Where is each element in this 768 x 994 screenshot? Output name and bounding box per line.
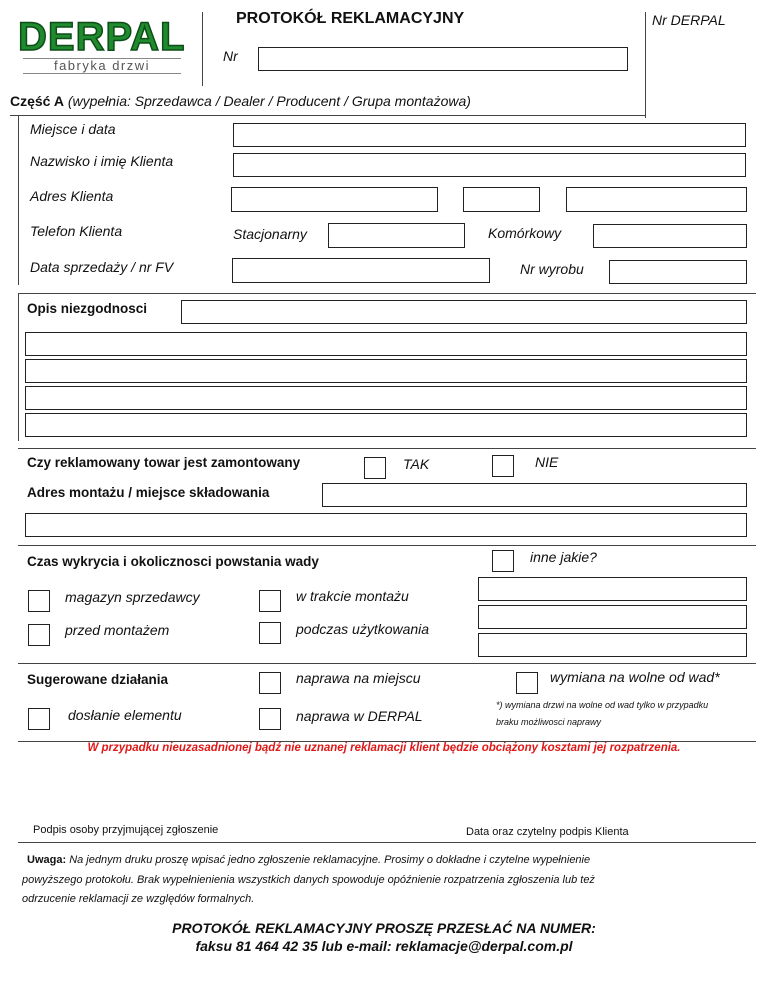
actions-divider: [18, 663, 756, 664]
sale-date-label: Data sprzedaży / nr FV: [30, 259, 174, 275]
mounted-yes-checkbox[interactable]: [364, 457, 386, 479]
description-left-rule: [18, 293, 19, 441]
replacement-footnote-2: braku możliwosci naprawy: [496, 717, 602, 727]
section-a-left-rule: [18, 115, 19, 285]
sale-date-input[interactable]: [232, 258, 490, 283]
signature-divider: [18, 842, 756, 843]
defect-other-input-3[interactable]: [478, 633, 747, 657]
description-label: Opis niezgodnosci: [27, 301, 148, 316]
mounted-question: Czy reklamowany towar jest zamontowany: [27, 455, 301, 470]
header-divider-right: [645, 12, 646, 118]
section-a-divider: [10, 115, 645, 116]
landline-input[interactable]: [328, 223, 465, 248]
actions-label: Sugerowane działania: [27, 672, 169, 687]
description-input-2[interactable]: [25, 332, 747, 356]
repair-derpal-checkbox[interactable]: [259, 708, 281, 730]
note-line-2: powyższego protokołu. Brak wypełnienienia wszystkich danych spowoduje opóźnienie rozpatrzenia zgłoszenia lub też: [22, 874, 595, 886]
section-a-note: (wypełnia: Sprzedawca / Dealer / Producent / Grupa montażowa): [67, 93, 471, 109]
repair-on-site-checkbox[interactable]: [259, 672, 281, 694]
defect-other-label: inne jakie?: [530, 549, 597, 565]
send-element-checkbox[interactable]: [28, 708, 50, 730]
replacement-label: wymiana na wolne od wad*: [550, 669, 720, 685]
nr-derpal-label: Nr DERPAL: [652, 12, 726, 28]
before-install-label: przed montażem: [65, 622, 170, 638]
description-input-4[interactable]: [25, 386, 747, 410]
defect-divider: [18, 545, 756, 546]
client-name-label: Nazwisko i imię Klienta: [30, 153, 174, 169]
note-line-1: [27, 854, 590, 866]
mobile-input[interactable]: [593, 224, 747, 248]
section-a-title: Część A: [10, 93, 64, 109]
mobile-label: Komórkowy: [488, 225, 562, 241]
place-date-label: Miejsce i data: [30, 121, 116, 137]
note-text-1: Na jednym druku proszę wpisać jedno zgłoszenie reklamacyjne. Prosimy o dokładne i czytelne wypełnienie: [69, 854, 591, 866]
nr-label: Nr: [223, 48, 238, 64]
client-address-label: Adres Klienta: [30, 188, 114, 204]
place-date-input[interactable]: [233, 123, 746, 147]
client-address-input-1[interactable]: [231, 187, 438, 212]
before-install-checkbox[interactable]: [28, 624, 50, 646]
defect-other-input-1[interactable]: [478, 577, 747, 601]
derpal-logo: DERPAL: [18, 15, 186, 59]
product-no-input[interactable]: [609, 260, 747, 284]
during-use-checkbox[interactable]: [259, 622, 281, 644]
mounted-yes-label: TAK: [403, 456, 430, 472]
repair-on-site-label: naprawa na miejscu: [296, 670, 421, 686]
client-address-input-2[interactable]: [463, 187, 540, 212]
client-phone-label: Telefon Klienta: [30, 223, 123, 239]
note-bold: Uwaga:: [27, 854, 67, 866]
description-input-3[interactable]: [25, 359, 747, 383]
during-use-label: podczas użytkowania: [296, 621, 430, 637]
send-element-label: dosłanie elementu: [68, 707, 182, 723]
logo-tagline: fabryka drzwi: [23, 58, 181, 74]
defect-label: Czas wykrycia i okolicznosci powstania wady: [27, 554, 319, 569]
client-name-input[interactable]: [233, 153, 746, 177]
client-address-input-3[interactable]: [566, 187, 747, 212]
mount-address-label: Adres montażu / miejsce składowania: [27, 485, 270, 500]
footer-line-1: PROTOKÓŁ REKLAMACYJNY PROSZĘ PRZESŁAĆ NA NUMER:: [172, 920, 596, 936]
section-a-heading: [10, 93, 471, 109]
mount-address-input-1[interactable]: [322, 483, 747, 507]
during-install-label: w trakcie montażu: [296, 588, 409, 604]
footer-contact: faksu 81 464 42 35 lub e-mail: reklamacje@derpal.com.pl: [195, 938, 573, 954]
mounted-no-checkbox[interactable]: [492, 455, 514, 477]
cost-warning: W przypadku nieuzasadnionej bądź nie uznanej reklamacji klient będzie obciążony kosztami jej rozpatrzenia.: [87, 742, 681, 754]
landline-label: Stacjonarny: [233, 226, 307, 242]
product-no-label: Nr wyrobu: [520, 261, 584, 277]
client-signature-label: Data oraz czytelny podpis Klienta: [466, 826, 629, 838]
description-divider: [18, 293, 756, 294]
defect-other-checkbox[interactable]: [492, 550, 514, 572]
mount-address-input-2[interactable]: [25, 513, 747, 537]
warehouse-checkbox[interactable]: [28, 590, 50, 612]
defect-other-input-2[interactable]: [478, 605, 747, 629]
warehouse-label: magazyn sprzedawcy: [65, 589, 200, 605]
mounted-no-label: NIE: [535, 454, 559, 470]
header-divider-left: [202, 12, 203, 86]
note-line-3: odrzucenie reklamacji ze względów formalnych.: [22, 893, 255, 905]
replacement-checkbox[interactable]: [516, 672, 538, 694]
nr-input[interactable]: [258, 47, 628, 71]
replacement-footnote-1: *) wymiana drzwi na wolne od wad tylko w przypadku: [496, 700, 709, 710]
mounted-divider: [18, 448, 756, 449]
receiver-signature-label: Podpis osoby przyjmującej zgłoszenie: [33, 824, 219, 836]
page-title: PROTOKÓŁ REKLAMACYJNY: [236, 10, 465, 27]
description-input-5[interactable]: [25, 413, 747, 437]
repair-derpal-label: naprawa w DERPAL: [296, 708, 423, 724]
during-install-checkbox[interactable]: [259, 590, 281, 612]
description-input-1[interactable]: [181, 300, 747, 324]
